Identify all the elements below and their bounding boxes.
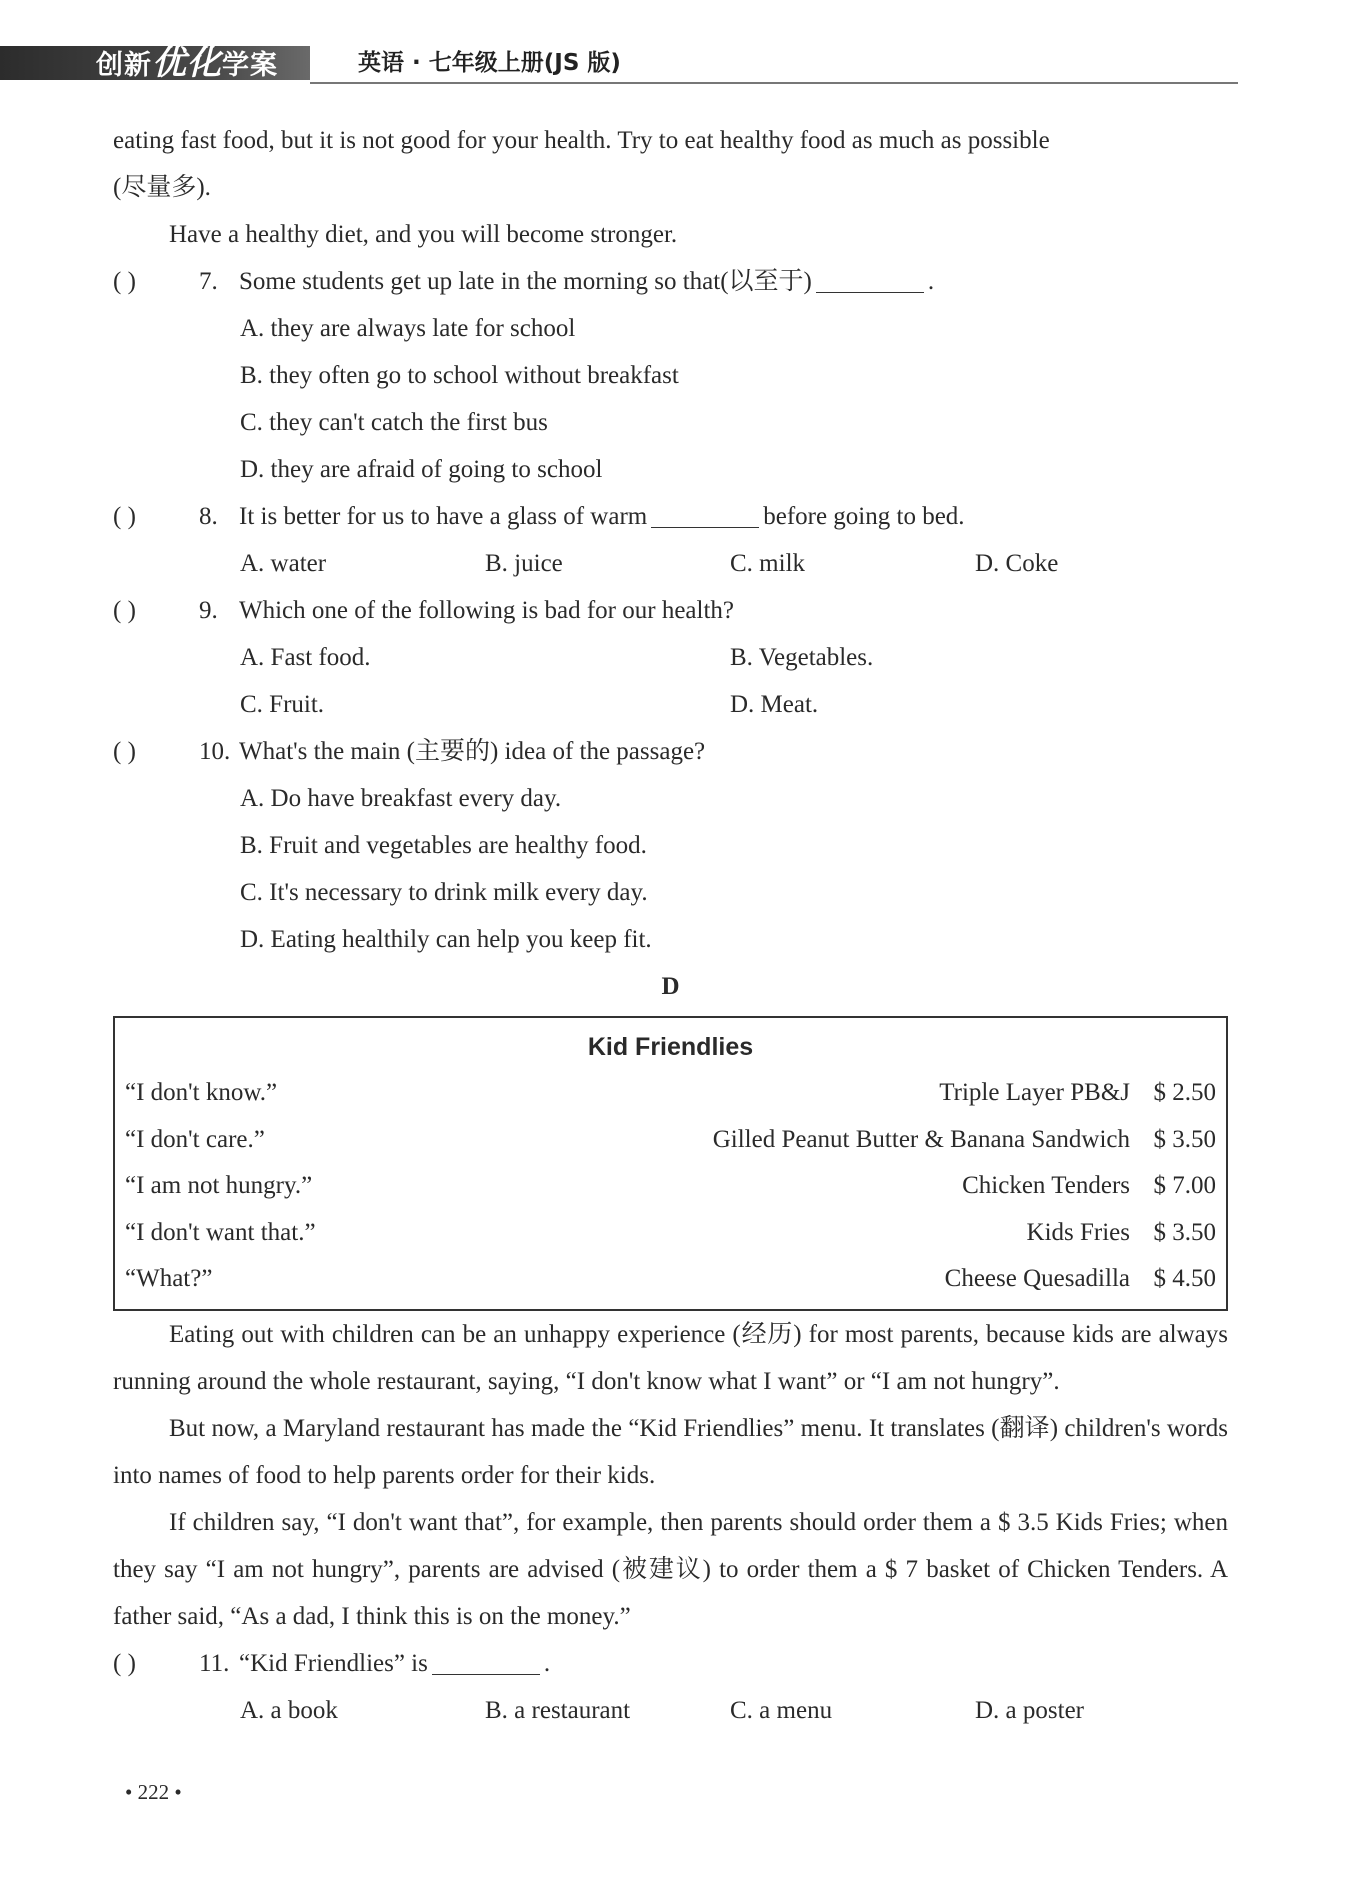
option: D. Eating healthily can help you keep fit. bbox=[240, 926, 652, 953]
menu-item: Triple Layer PB&J bbox=[939, 1079, 1130, 1106]
menu-title: Kid Friendlies bbox=[587, 1033, 754, 1061]
option-row bbox=[113, 540, 1228, 587]
option: A. they are always late for school bbox=[240, 315, 576, 342]
option: A. water bbox=[240, 550, 327, 577]
intro-line: Have a healthy diet, and you will become stronger. bbox=[169, 221, 678, 248]
question-stem: Some students get up late in the morning so that(以至于) bbox=[239, 268, 812, 295]
option: D. Meat. bbox=[730, 691, 819, 718]
intro-line: (尽量多). bbox=[113, 174, 211, 201]
option: D. a poster bbox=[975, 1696, 1084, 1724]
option: D. Coke bbox=[975, 550, 1059, 577]
passage-paragraph: But now, a Maryland restaurant has made the “Kid Friendlies” menu. It translates (翻译) children's words into names of food to help parents order for their kids. bbox=[113, 1414, 1228, 1489]
option: D. they are afraid of going to school bbox=[240, 456, 603, 483]
question-stem: What's the main (主要的) idea of the passage? bbox=[239, 738, 706, 765]
menu-item: Chicken Tenders bbox=[962, 1172, 1130, 1199]
page-number: • 222 • bbox=[125, 1780, 182, 1804]
brand-logo: 优化 bbox=[152, 43, 222, 83]
option-row bbox=[113, 681, 1228, 728]
answer-blank bbox=[432, 1646, 540, 1675]
menu-row bbox=[125, 1256, 1216, 1303]
option: C. milk bbox=[730, 550, 806, 577]
question-number: 7. bbox=[199, 268, 218, 295]
question-stem: It is better for us to have a glass of warm bbox=[239, 503, 648, 530]
answer-paren[interactable]: ( ) bbox=[113, 268, 136, 295]
answer-paren[interactable]: ( ) bbox=[113, 597, 136, 624]
answer-paren[interactable]: ( ) bbox=[113, 503, 136, 530]
question-7 bbox=[113, 258, 1228, 305]
menu-phrase: “What?” bbox=[125, 1265, 213, 1292]
question-8 bbox=[113, 493, 1228, 540]
answer-blank bbox=[651, 499, 759, 528]
question-stem-end: before going to bed. bbox=[763, 503, 965, 530]
option-row bbox=[113, 1687, 1228, 1734]
question-stem-end: . bbox=[927, 268, 935, 295]
brand-banner bbox=[0, 43, 310, 83]
option: C. Fruit. bbox=[240, 691, 325, 718]
answer-blank bbox=[816, 264, 924, 293]
question-stem: Which one of the following is bad for our health? bbox=[239, 597, 734, 624]
page-content bbox=[113, 117, 1228, 1734]
answer-paren[interactable]: ( ) bbox=[113, 738, 136, 765]
option: C. It's necessary to drink milk every day. bbox=[240, 879, 648, 906]
option: A. a book bbox=[240, 1696, 338, 1724]
question-stem: “Kid Friendlies” is bbox=[239, 1649, 428, 1677]
question-number: 9. bbox=[199, 597, 218, 624]
section-heading: D bbox=[661, 973, 680, 1000]
menu-row bbox=[125, 1117, 1216, 1164]
question-number: 11. bbox=[199, 1649, 230, 1677]
option: B. a restaurant bbox=[485, 1696, 631, 1724]
question-number: 8. bbox=[199, 503, 218, 530]
passage-paragraph: Eating out with children can be an unhappy experience (经历) for most parents, because kids are always running around the whole restaurant, saying, “I don't know what I want” or “I am not hungry”. bbox=[113, 1320, 1228, 1395]
question-10 bbox=[113, 728, 1228, 775]
menu-item: Cheese Quesadilla bbox=[944, 1265, 1130, 1292]
question-stem-end: . bbox=[543, 1649, 551, 1677]
option: B. they often go to school without breakfast bbox=[240, 362, 679, 389]
menu-box bbox=[113, 1016, 1228, 1311]
menu-price: $ 3.50 bbox=[1153, 1218, 1216, 1246]
menu-phrase: “I am not hungry.” bbox=[125, 1172, 313, 1199]
option: B. Fruit and vegetables are healthy food. bbox=[240, 832, 647, 859]
passage-paragraph: If children say, “I don't want that”, for example, then parents should order them a $ 3.5 Kids Fries; when they say “I am not hungry”, parents are advised (被建议) to order them a $ 7 basket of Chicken Tenders. A father said, “As a dad, I think this is on the money.” bbox=[113, 1508, 1228, 1630]
menu-price: $ 3.50 bbox=[1153, 1125, 1216, 1153]
book-subtitle: 英语 · 七年级上册(JS 版) bbox=[358, 50, 621, 76]
menu-row bbox=[125, 1163, 1216, 1210]
menu-row bbox=[125, 1070, 1216, 1117]
menu-item: Gilled Peanut Butter & Banana Sandwich bbox=[712, 1125, 1130, 1153]
intro-line: eating fast food, but it is not good for your health. Try to eat healthy food as much as possible bbox=[113, 127, 1050, 154]
menu-row bbox=[125, 1210, 1216, 1257]
menu-price: $ 2.50 bbox=[1153, 1079, 1216, 1106]
menu-phrase: “I don't care.” bbox=[125, 1125, 265, 1153]
option: C. they can't catch the first bus bbox=[240, 409, 548, 436]
menu-price: $ 7.00 bbox=[1153, 1172, 1216, 1199]
question-number: 10. bbox=[199, 738, 231, 765]
question-9 bbox=[113, 587, 1228, 634]
option: B. Vegetables. bbox=[730, 644, 874, 671]
option: B. juice bbox=[485, 550, 563, 577]
page-header bbox=[0, 42, 1350, 82]
question-11 bbox=[113, 1640, 1228, 1687]
menu-item: Kids Fries bbox=[1026, 1218, 1130, 1246]
brand-suffix: 学案 bbox=[222, 50, 278, 81]
brand-prefix: 创新 bbox=[96, 50, 152, 81]
option: C. a menu bbox=[730, 1696, 833, 1724]
option: A. Fast food. bbox=[240, 644, 371, 671]
option-row bbox=[113, 634, 1228, 681]
header-divider bbox=[310, 82, 1238, 84]
option: A. Do have breakfast every day. bbox=[240, 785, 562, 812]
menu-price: $ 4.50 bbox=[1153, 1265, 1216, 1292]
menu-phrase: “I don't know.” bbox=[125, 1079, 278, 1106]
menu-phrase: “I don't want that.” bbox=[125, 1218, 316, 1246]
answer-paren[interactable]: ( ) bbox=[113, 1649, 136, 1677]
